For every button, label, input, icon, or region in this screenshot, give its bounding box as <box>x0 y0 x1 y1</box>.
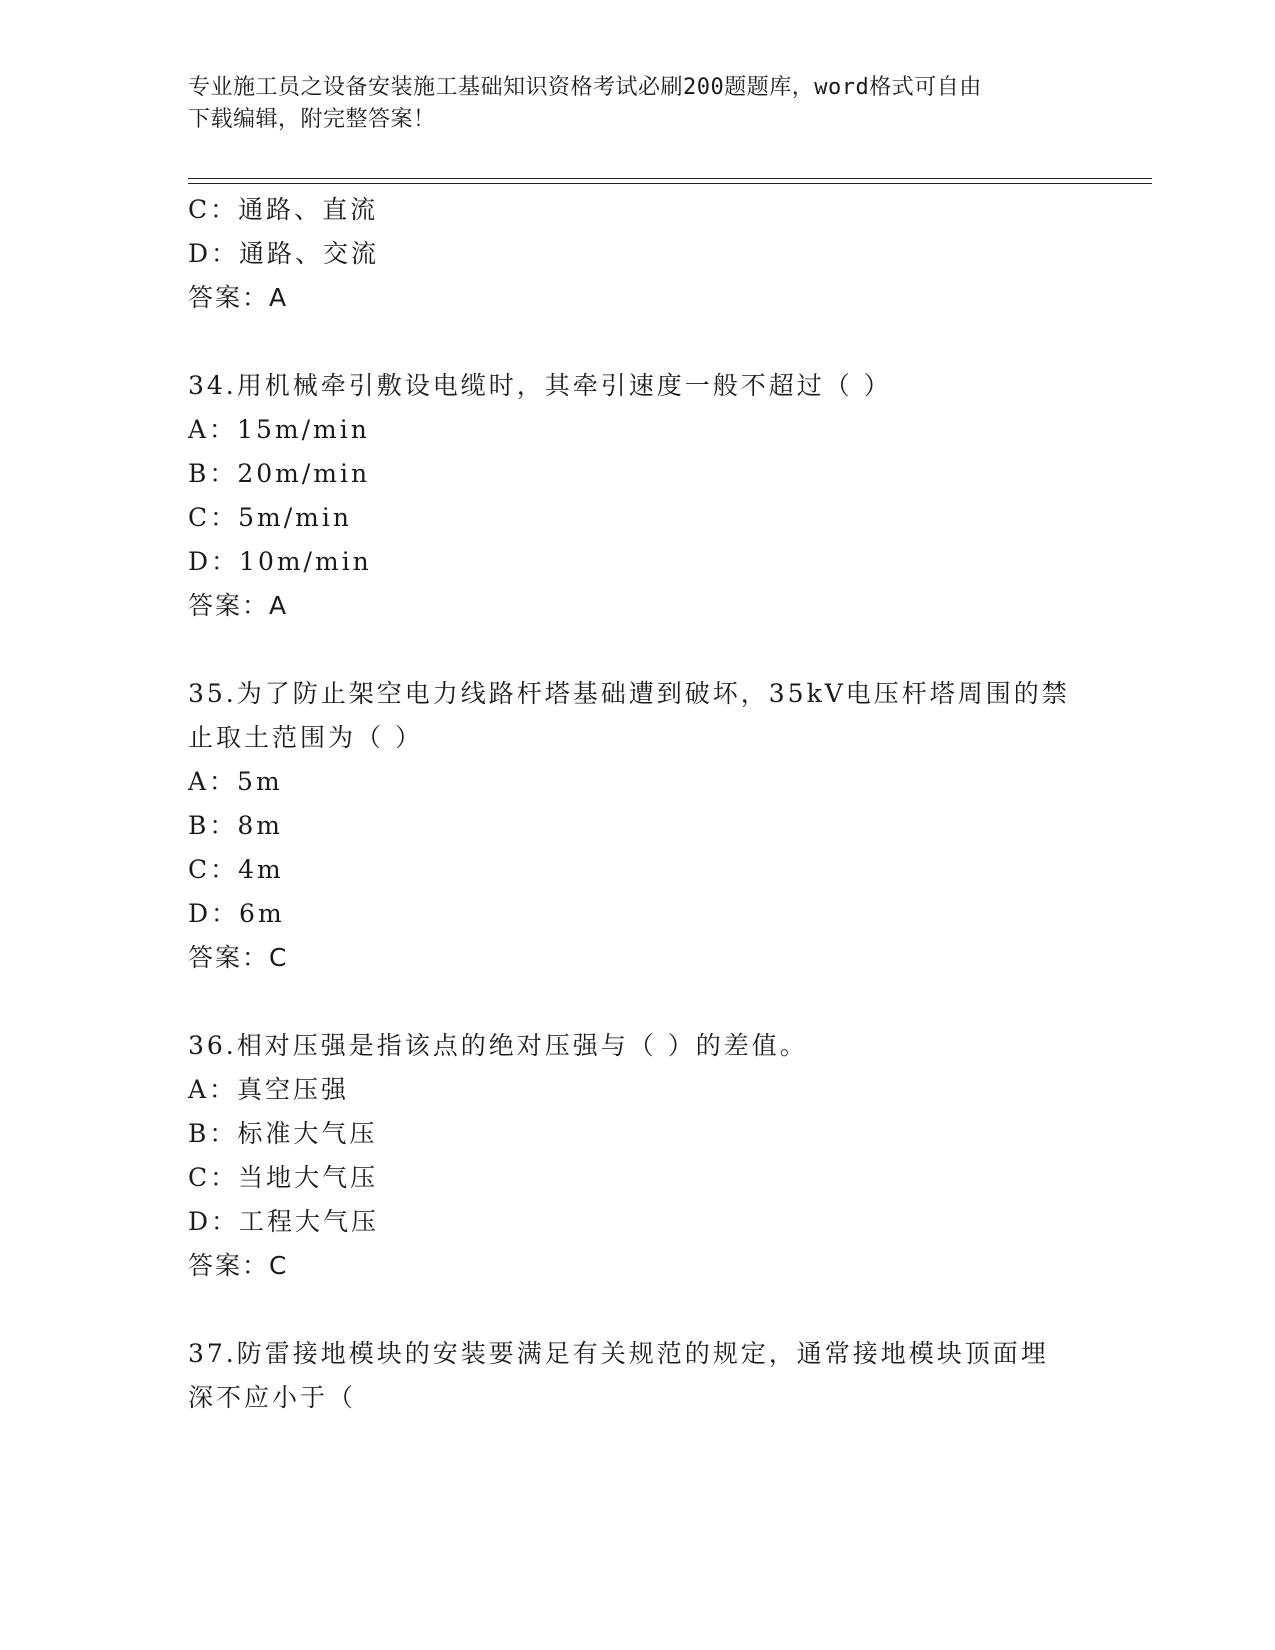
q36-question: 36.相对压强是指该点的绝对压强与（ ）的差值。 <box>188 1031 808 1060</box>
q35-option-a: A：5m <box>188 767 283 796</box>
q36-option-c: C：当地大气压 <box>188 1163 379 1192</box>
q35-question-line-2: 止取土范围为（ ） <box>188 723 423 752</box>
q33-answer: 答案：A <box>188 283 289 312</box>
header-line-2: 下载编辑，附完整答案！ <box>188 107 436 132</box>
q36-option-b: B：标准大气压 <box>188 1119 378 1148</box>
q36-answer: 答案：C <box>188 1251 289 1280</box>
q34-answer: 答案：A <box>188 591 289 620</box>
header-rule-bottom <box>188 183 1152 184</box>
q36-option-a: A：真空压强 <box>188 1075 350 1104</box>
q35-option-c: C：4m <box>188 855 284 884</box>
q35-option-b: B：8m <box>188 811 283 840</box>
header-rule-top <box>188 178 1152 179</box>
q35-option-d: D：6m <box>188 899 285 928</box>
q34-option-a: A：15m/min <box>188 415 370 444</box>
q35-question-line-1: 35.为了防止架空电力线路杆塔基础遭到破坏，35kV电压杆塔周围的禁 <box>188 679 1070 708</box>
header-line-1: 专业施工员之设备安装施工基础知识资格考试必刷200题题库，word格式可自由 <box>188 75 982 100</box>
q34-option-b: B：20m/min <box>188 459 371 488</box>
q34-option-c: C：5m/min <box>188 503 352 532</box>
q33-option-d: D：通路、交流 <box>188 239 380 268</box>
q37-question-line-1: 37.防雷接地模块的安装要满足有关规范的规定，通常接地模块顶面埋 <box>188 1339 1049 1368</box>
document-header <box>188 72 1088 136</box>
q36-option-d: D：工程大气压 <box>188 1207 380 1236</box>
q34-question: 34.用机械牵引敷设电缆时，其牵引速度一般不超过（ ） <box>188 371 892 400</box>
q33-option-c: C：通路、直流 <box>188 195 379 224</box>
q35-answer: 答案：C <box>188 943 289 972</box>
q34-option-d: D：10m/min <box>188 547 372 576</box>
q37-question-line-2: 深不应小于（ <box>188 1383 357 1412</box>
